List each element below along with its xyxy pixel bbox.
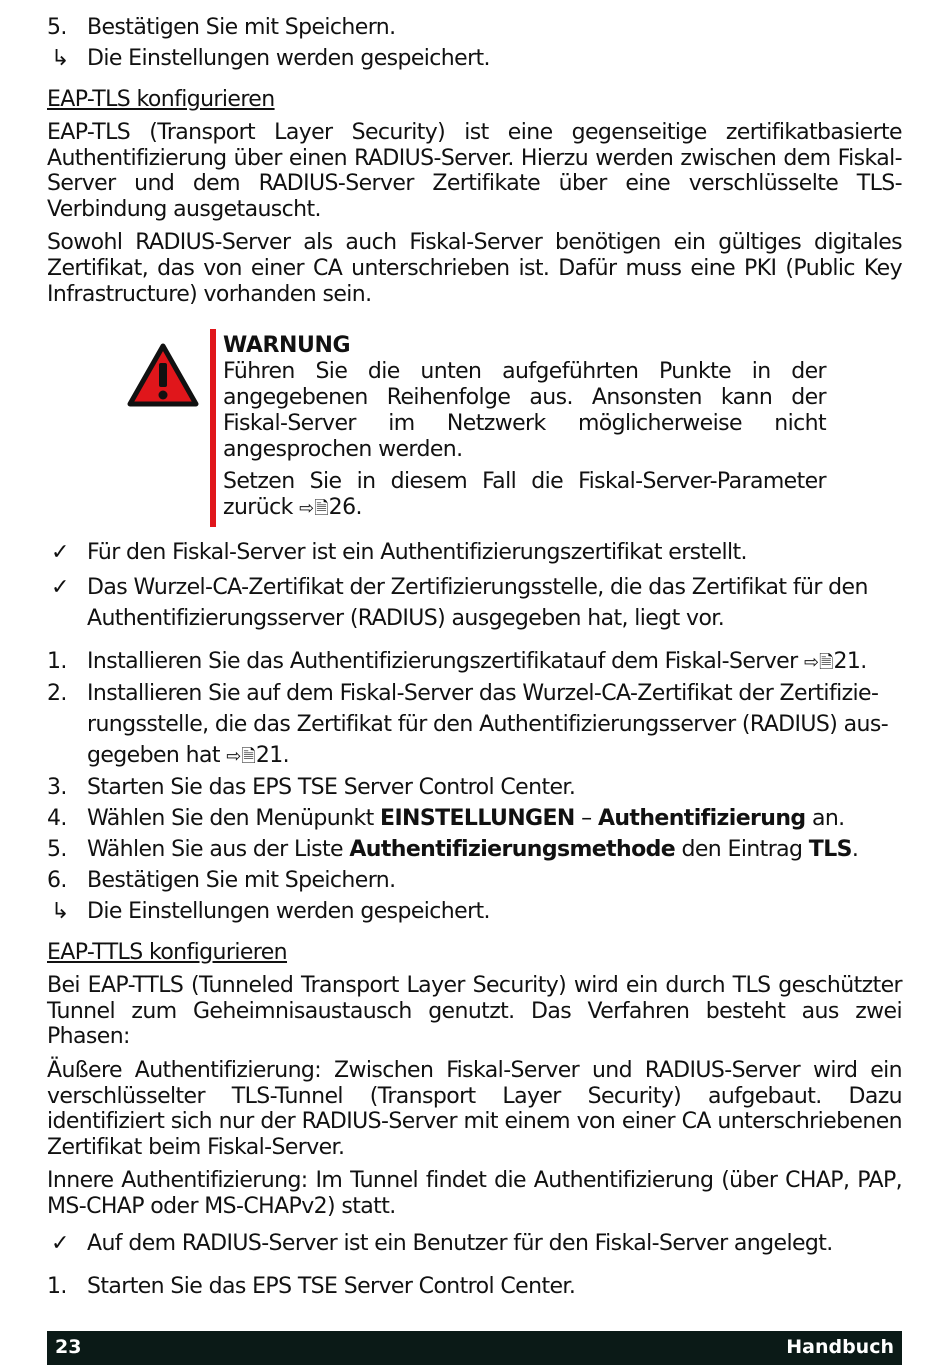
step-text: Installieren Sie das Authentifizierungszertifikatauf dem Fiskal-Server: [87, 649, 804, 675]
step-number: 1.: [47, 1273, 67, 1299]
warning-triangle-icon: [127, 343, 199, 407]
paragraph: Bei EAP-TTLS (Tunneled Transport Layer Security) wird ein durch TLS geschützter Tunnel zum Geheimnisaustausch genutzt. Das Verfahren besteht aus zwei Phasen:: [47, 973, 902, 1050]
page-footer: [47, 1331, 902, 1365]
warning-text: Führen Sie die unten aufgeführten Punkte in der angegebenen Reihenfolge aus. Ansonsten kann der Fiskal-Server im Netzwerk möglicherweise nicht angesprochen werden.: [223, 359, 826, 463]
warning-title: WARNUNG: [223, 333, 351, 359]
requirement-text: Für den Fiskal-Server ist ein Authentifizierungszertifikat erstellt.: [87, 540, 747, 566]
list-item: [47, 1271, 902, 1302]
step-text: Starten Sie das EPS TSE Server Control Center.: [87, 775, 576, 801]
warning-reset-text: Setzen Sie in diesem Fall die Fiskal-Server-Parameter zurück: [223, 469, 826, 521]
check-icon: ✓: [51, 575, 69, 601]
section-heading-eap-tls: EAP-TLS konfigurieren: [47, 87, 275, 112]
warning-box: [47, 329, 902, 527]
requirement-item: [47, 537, 902, 568]
step-number: 6.: [47, 868, 67, 894]
requirement-item: [47, 572, 902, 634]
list-item: [47, 12, 902, 43]
step-text: Bestätigen Sie mit Speichern.: [87, 868, 396, 894]
step-text: an.: [805, 806, 845, 832]
field-name: Authentifizierungsmethode: [349, 837, 676, 863]
footer-title: Handbuch: [786, 1336, 894, 1358]
page-ref-icon: ⇨🗎: [299, 498, 329, 520]
step-number: 2.: [47, 681, 67, 707]
step-text: Bestätigen Sie mit Speichern.: [87, 15, 396, 40]
result-arrow-icon: ↳: [51, 899, 69, 925]
page-content: [47, 12, 902, 1302]
result-item: [47, 896, 902, 927]
paragraph: Äußere Authentifizierung: Zwischen Fiskal-Server und RADIUS-Server wird ein verschlüsselter TLS-Tunnel (Transport Layer Security) aufgebaut. Dazu identifiziert sich nur der RADIUS-Server mit einem von einer CA unterschriebenen Zertifikat beim Fiskal-Server.: [47, 1057, 902, 1160]
page-ref-icon: ⇨🗎: [803, 652, 834, 674]
menu-item-name: Authentifizierung: [597, 806, 806, 832]
step-number: 4.: [47, 806, 67, 832]
check-icon: ✓: [51, 540, 69, 566]
result-arrow-icon: ↳: [51, 46, 69, 71]
requirement-text: Auf dem RADIUS-Server ist ein Benutzer für den Fiskal-Server angelegt.: [87, 1230, 833, 1256]
step-text: Starten Sie das EPS TSE Server Control Center.: [87, 1273, 576, 1299]
paragraph: EAP-TLS (Transport Layer Security) ist eine gegenseitige zertifikatbasierte Authentifizierung über einen RADIUS-Server. Hierzu werden zwischen dem Fiskal-Server und dem RADIUS-Server Zertifikate über eine verschlüsselte TLS-Verbindung ausgetauscht.: [47, 120, 902, 222]
requirement-text: Das Wurzel-CA-Zertifikat der Zertifizierungsstelle, die das Zertifikat für den Authentifizierungsserver (RADIUS) ausgegeben hat, liegt vor.: [87, 575, 868, 632]
page-ref-icon: ⇨🗎: [226, 746, 256, 768]
page-ref-link[interactable]: 21.: [833, 649, 867, 675]
step-text: Installieren Sie auf dem Fiskal-Server das Wurzel-CA-Zertifikat der Zertifizierungsstelle, die das Zertifikat für den Authentifizierungsserver (RADIUS) ausgegeben hat: [87, 681, 889, 769]
paragraph: Innere Authentifizierung: Im Tunnel findet die Authentifizierung (über CHAP, PAP, MS-CHAP oder MS-CHAPv2) statt.: [47, 1168, 902, 1219]
result-item: [47, 43, 902, 74]
step-number: 5.: [47, 15, 67, 40]
step-text: den Eintrag: [675, 837, 809, 863]
result-text: Die Einstellungen werden gespeichert.: [87, 46, 490, 71]
list-item: [47, 865, 902, 896]
menu-item-name: EINSTELLUNGEN: [380, 806, 575, 832]
warning-bar: [210, 329, 216, 527]
step-number: 5.: [47, 837, 67, 863]
step-text: .: [851, 837, 859, 863]
paragraph: Sowohl RADIUS-Server als auch Fiskal-Server benötigen ein gültiges digitales Zertifikat, das von einer CA unterschrieben ist. Dafür muss eine PKI (Public Key Infrastructure) vorhanden sein.: [47, 230, 902, 307]
step-text: –: [574, 806, 598, 832]
warning-text: [223, 469, 826, 522]
step-text: Wählen Sie den Menüpunkt: [87, 806, 381, 832]
list-item: [47, 678, 902, 772]
step-number: 3.: [47, 775, 67, 801]
result-text: Die Einstellungen werden gespeichert.: [87, 899, 490, 925]
list-item: [47, 834, 902, 865]
page-number: 23: [55, 1336, 82, 1358]
list-item: [47, 803, 902, 834]
warning-content: [223, 333, 826, 528]
page-ref-link[interactable]: 21.: [255, 743, 290, 769]
list-item: [47, 772, 902, 803]
list-item: [47, 646, 902, 678]
check-icon: ✓: [51, 1230, 69, 1256]
step-number: 1.: [47, 649, 67, 675]
option-name: TLS: [808, 837, 852, 863]
step-text: Wählen Sie aus der Liste: [87, 837, 350, 863]
page-ref-link[interactable]: 26.: [328, 495, 362, 521]
section-heading-eap-ttls: EAP-TTLS konfigurieren: [47, 940, 288, 966]
requirement-item: [47, 1228, 902, 1259]
